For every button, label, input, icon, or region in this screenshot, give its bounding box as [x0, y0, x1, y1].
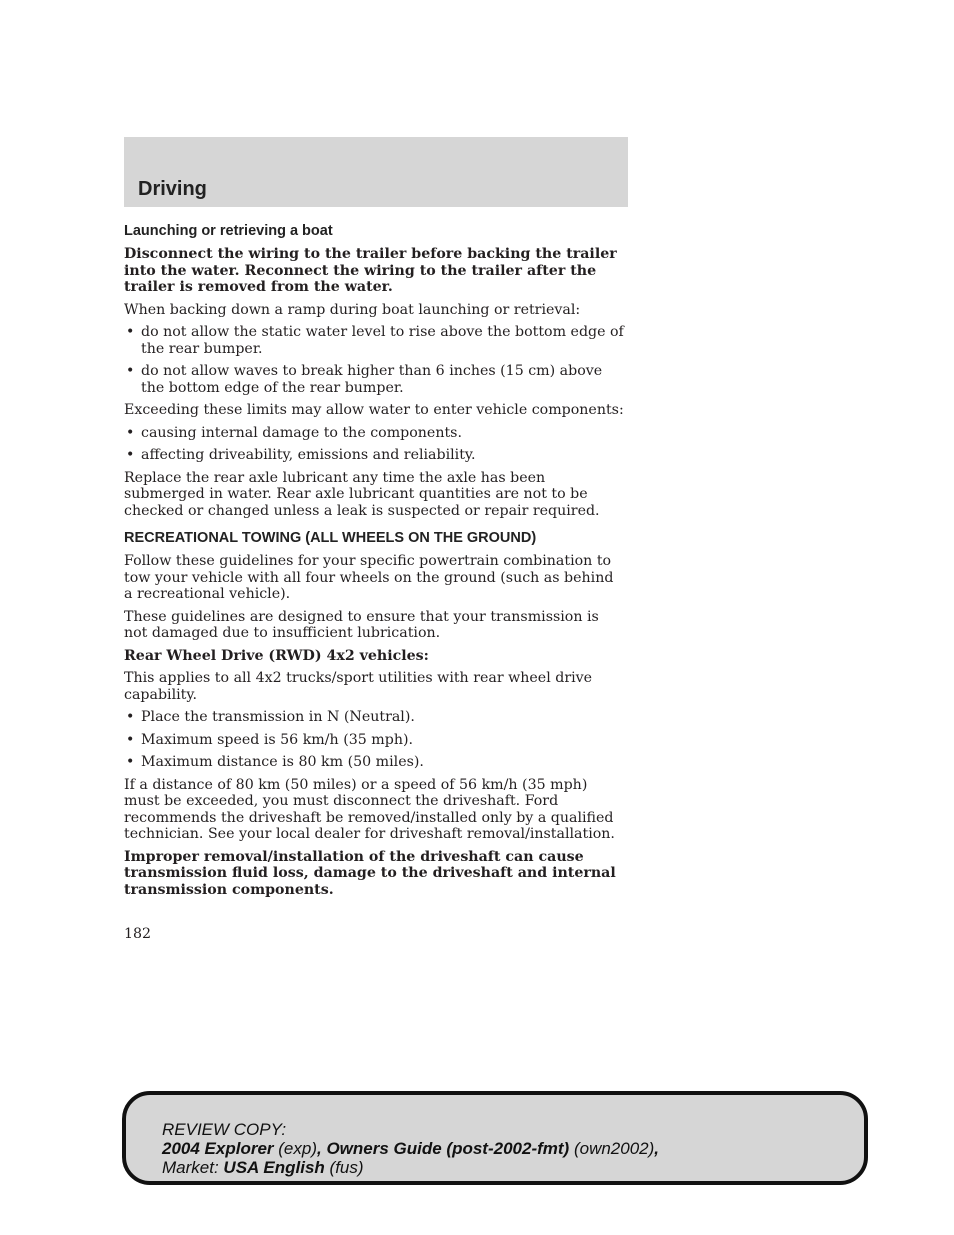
list-item: • do not allow the static water level to rise above the bottom edge of the rear bumper.: [126, 324, 624, 357]
rwd-text: This applies to all 4x2 trucks/sport utilities with rear wheel drive capability.: [124, 670, 593, 703]
boat-bullet-list-2: [124, 425, 626, 464]
list-item: • affecting driveability, emissions and reliability.: [126, 447, 476, 463]
boat-heading: Launching or retrieving a boat: [124, 223, 333, 239]
bullet-icon: •: [126, 731, 135, 748]
list-item: • causing internal damage to the components.: [126, 424, 462, 441]
model-code: (exp): [278, 1139, 317, 1158]
review-market-line: [162, 1158, 659, 1177]
boat-exceed-text: Exceeding these limits may allow water to enter vehicle components:: [124, 402, 624, 418]
section-title: Driving: [138, 178, 207, 200]
boat-warning: Disconnect the wiring to the trailer before backing the trailer into the water. Reconnect the wiring to the trailer after the trailer is removed from the water.: [124, 246, 617, 295]
list-item: • Place the transmission in N (Neutral).: [126, 709, 415, 725]
bullet-icon: •: [126, 709, 135, 725]
bullet-icon: •: [126, 324, 135, 340]
market-name: USA English: [223, 1158, 325, 1177]
review-copy-box: [122, 1091, 868, 1185]
towing-para-2: These guidelines are designed to ensure that your transmission is not damaged due to insufficient lubrication.: [124, 608, 599, 641]
bullet-icon: •: [126, 363, 135, 379]
review-label: REVIEW COPY:: [162, 1120, 287, 1139]
review-copy-text: [162, 1120, 659, 1177]
boat-bullet-list-1: [124, 324, 626, 396]
model-name: 2004 Explorer: [162, 1139, 274, 1158]
towing-exceed-para: If a distance of 80 km (50 miles) or a speed of 56 km/h (35 mph) must be exceeded, you must disconnect the driveshaft. Ford recommends the driveshaft be removed/installed only by a qualified technician. See your local dealer for driveshaft removal/installation.: [124, 776, 615, 842]
separator: ,: [316, 1139, 322, 1158]
page-number: 182: [124, 926, 152, 942]
market-label: Market:: [162, 1158, 219, 1177]
bullet-icon: •: [126, 447, 135, 463]
separator: ,: [654, 1139, 660, 1158]
bullet-icon: •: [126, 424, 135, 441]
guide-code: (own2002): [573, 1139, 655, 1158]
rwd-label: Rear Wheel Drive (RWD) 4x2 vehicles:: [124, 647, 429, 664]
list-item: • Maximum distance is 80 km (50 miles).: [126, 754, 424, 770]
review-model-line: [162, 1139, 659, 1158]
bullet-icon: •: [126, 754, 135, 770]
list-item: • do not allow waves to break higher than 6 inches (15 cm) above the bottom edge of the rear bumper.: [126, 363, 603, 396]
driveshaft-warning: Improper removal/installation of the driveshaft can cause transmission fluid loss, damage to the driveshaft and internal transmission components.: [124, 848, 616, 898]
towing-heading: RECREATIONAL TOWING (ALL WHEELS ON THE GROUND): [124, 530, 537, 546]
market-code: (fus): [329, 1158, 364, 1177]
boat-intro: When backing down a ramp during boat launching or retrieval:: [124, 301, 581, 318]
boat-replace-text: Replace the rear axle lubricant any time the axle has been submerged in water. Rear axle lubricant quantities are not to be checked or changed unless a leak is suspected or repair required.: [124, 469, 600, 519]
list-item: • Maximum speed is 56 km/h (35 mph).: [126, 731, 414, 748]
towing-para-1: Follow these guidelines for your specific powertrain combination to tow your vehicle with all four wheels on the ground (such as behind a recreational vehicle).: [124, 553, 614, 602]
page-content: [124, 220, 626, 904]
towing-bullet-list: [124, 709, 626, 771]
section-header-band: [124, 137, 628, 207]
guide-name: Owners Guide (post-2002-fmt): [326, 1139, 570, 1158]
